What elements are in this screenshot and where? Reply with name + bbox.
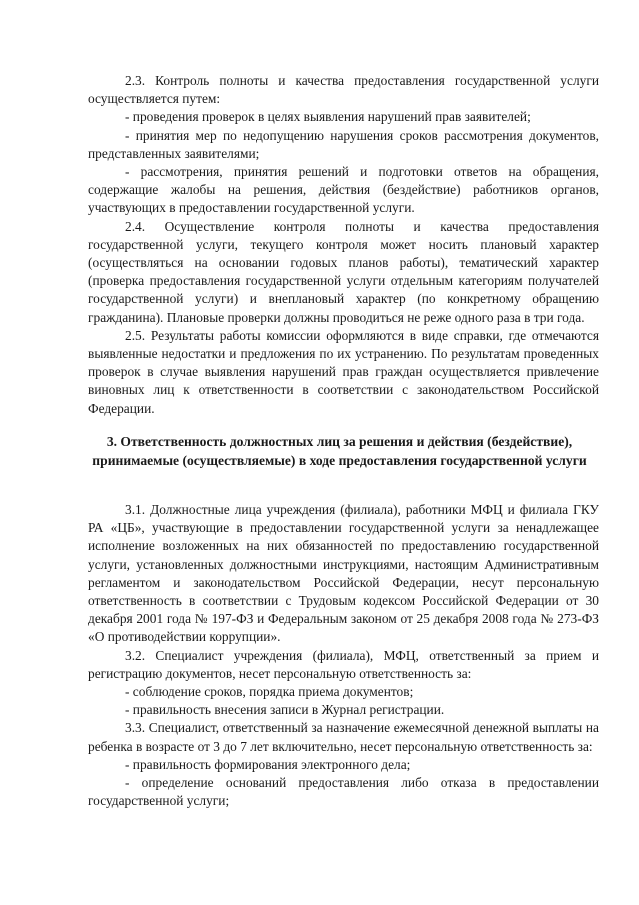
list-item: - определение оснований предоставления либо отказа в предоставлении государственной услуги;	[88, 775, 599, 809]
list-item: - проведения проверок в целях выявления нарушений прав заявителей;	[125, 109, 531, 125]
list-item: - правильность формирования электронного дела;	[125, 756, 411, 772]
section-2-block	[88, 72, 599, 418]
paragraph-3-1: 3.1. Должностные лица учреждения (филиала), работники МФЦ и филиала ГКУ РА «ЦБ», участвующие в предоставлении государственной услуги за ненадлежащее исполнение возложенных на них обязанностей по предоставлению государственной услуги, установленных должностными инструкциями, настоящим Административным регламентом и законодательством Российской Федерации, несут персональную ответственность в соответствии с Трудовым кодексом Российской Федерации от 30 декабря 2001 года № 197-ФЗ и Федеральным законом от 25 декабря 2008 года № 273-ФЗ «О противодействии коррупции».	[88, 502, 599, 645]
paragraph-3-2: 3.2. Специалист учреждения (филиала), МФЦ, ответственный за прием и регистрацию документов, несет персональную ответственность за:	[88, 647, 599, 681]
paragraph-2-4: 2.4. Осуществление контроля полноты и качества предоставления государственной услуги, текущего контроля может носить плановый характер (осуществляться на основании годовых планов работы), тематический характер (проверка предоставления государственной услуги отдельным категориям получателей государственной услуги) и внеплановый характер (по конкретному обращению гражданина). Плановые проверки должны проводиться не реже одного раза в три года.	[88, 218, 599, 325]
list-item: - принятия мер по недопущению нарушения сроков рассмотрения документов, представленных заявителями;	[88, 127, 599, 161]
paragraph-2-5: 2.5. Результаты работы комиссии оформляются в виде справки, где отмечаются выявленные недостатки и предложения по их устранению. По результатам проведенных проверок в случае выявления нарушений прав граждан осуществляется привлечение виновных лиц к ответственности в соответствии с законодательством Российской Федерации.	[88, 327, 599, 416]
section-3-block	[88, 501, 599, 810]
list-item: - соблюдение сроков, порядка приема документов;	[125, 684, 414, 700]
list-item: - правильность внесения записи в Журнал регистрации.	[125, 702, 445, 718]
paragraph-3-3: 3.3. Специалист, ответственный за назначение ежемесячной денежной выплаты на ребенка в возрасте от 3 до 7 лет включительно, несет персональную ответственность за:	[88, 720, 599, 754]
section-3-heading: 3. Ответственность должностных лиц за решения и действия (бездействие), принимаемые (осуществляемые) в ходе предоставления государственной услуги	[92, 434, 587, 468]
list-item: - рассмотрения, принятия решений и подготовки ответов на обращения, содержащие жалобы на решения, действия (бездействие) работников органов, участвующих в предоставлении государственной услуги.	[88, 164, 599, 216]
paragraph-2-3-intro: 2.3. Контроль полноты и качества предоставления государственной услуги осуществляется путем:	[88, 73, 599, 107]
